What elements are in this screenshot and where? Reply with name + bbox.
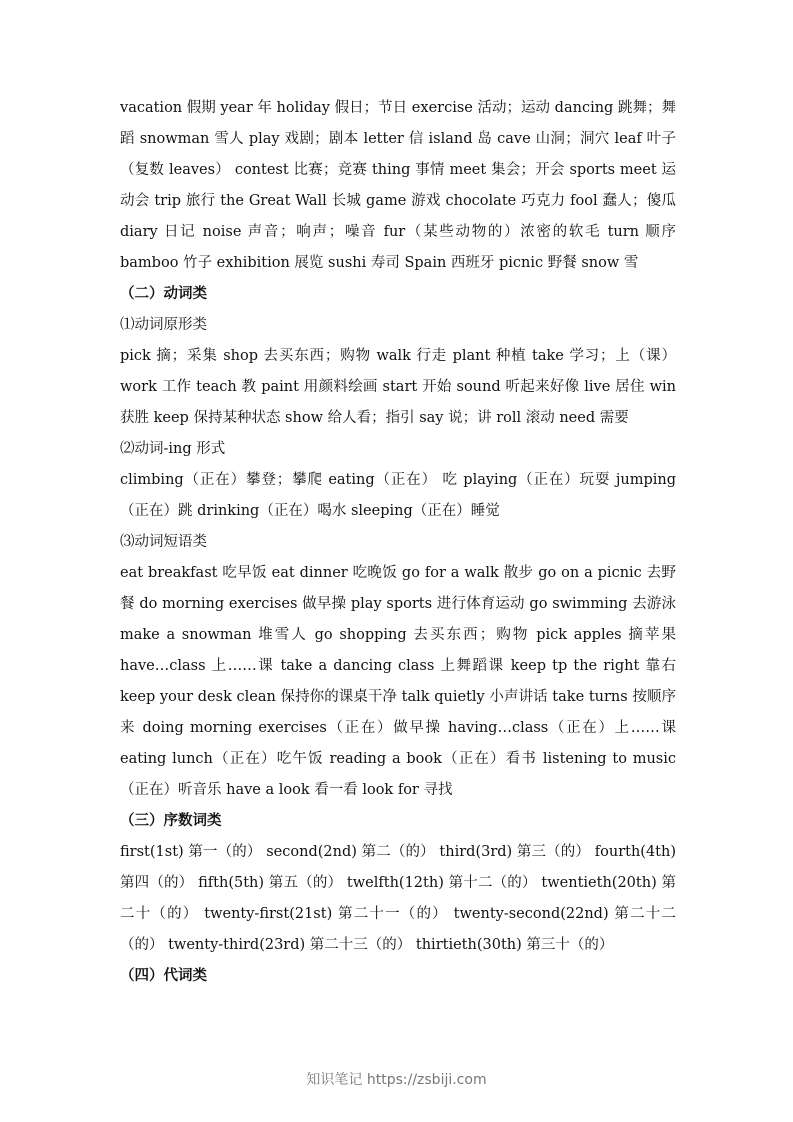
pronoun-heading: （四）代词类 — [120, 968, 207, 984]
base-form-paragraph: pick 摘；采集 shop 去买东西；购物 walk 行走 plant 种植 take 学习；上（课） work 工作 teach 教 paint 用颜料绘画 start 开始 sound 听起来好像 live 居住 win 获胜 keep 保持某种状态 show 给人看；指引 say 说；讲 roll 滚动 need 需要 — [120, 348, 676, 426]
footer-watermark: 知识笔记 https://zsbiji.com — [306, 1072, 487, 1088]
phrase-paragraph: eat breakfast 吃早饭 eat dinner 吃晚饭 go for a walk 散步 go on a picnic 去野餐 do morning exercises 做早操 play sports 进行体育运动 go swimming 去游泳 make a snowman 堆雪人 go shopping 去买东西；购物 pick apples 摘苹果 have…class 上……课 take a dancing class 上舞蹈课 keep tp the right 靠右 keep your desk clean 保持你的课桌干净 talk quietly 小声讲话 take turns 按顺序来 doing morning exercises（正在）做早操 having…class（正在）上……课 eating lunch（正在）吃午饭 reading a book（正在）看书 listening to music（正在）听音乐 have a look 看一看 look for 寻找 — [120, 565, 676, 798]
ing-form-subheading: ⑵动词-ing 形式 — [120, 441, 226, 457]
document-body — [120, 93, 676, 992]
phrase-subheading: ⑶动词短语类 — [120, 534, 207, 550]
verbs-heading: （二）动词类 — [120, 286, 207, 302]
ordinal-heading: （三）序数词类 — [120, 813, 222, 829]
nouns-paragraph: vacation 假期 year 年 holiday 假日；节日 exercise 活动；运动 dancing 跳舞；舞蹈 snowman 雪人 play 戏剧；剧本 letter 信 island 岛 cave 山洞；洞穴 leaf 叶子（复数 leaves） contest 比赛；竞赛 thing 事情 meet 集会；开会 sports meet 运动会 trip 旅行 the Great Wall 长城 game 游戏 chocolate 巧克力 fool 蠢人；傻瓜 diary 日记 noise 声音；响声；噪音 fur（某些动物的）浓密的软毛 turn 顺序 bamboo 竹子 exhibition 展览 sushi 寿司 Spain 西班牙 picnic 野餐 snow 雪 — [120, 100, 676, 271]
ordinal-paragraph: first(1st) 第一（的） second(2nd) 第二（的） third(3rd) 第三（的） fourth(4th) 第四（的） fifth(5th) 第五（的） twelfth(12th) 第十二（的） twentieth(20th) 第二十（的） twenty-first(21st) 第二十一（的） twenty-second(22nd) 第二十二（的） twenty-third(23rd) 第二十三（的） thirtieth(30th) 第三十（的） — [120, 844, 676, 953]
ing-form-paragraph: climbing（正在）攀登；攀爬 eating（正在） 吃 playing（正在）玩耍 jumping（正在）跳 drinking（正在）喝水 sleeping（正在）睡觉 — [120, 472, 676, 519]
base-form-subheading: ⑴动词原形类 — [120, 317, 207, 333]
